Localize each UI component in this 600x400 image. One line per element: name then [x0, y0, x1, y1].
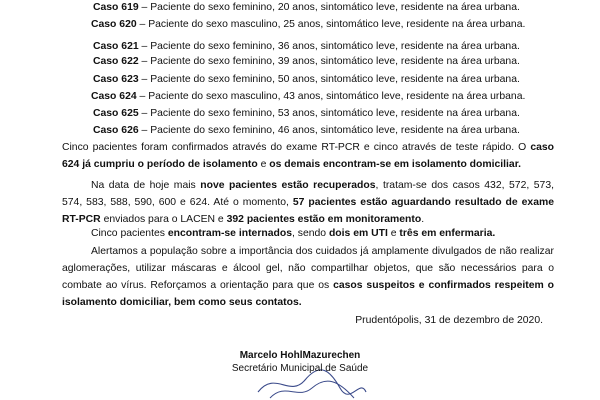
case-item: [93, 124, 520, 137]
case-label: Caso 626: [93, 125, 139, 136]
case-label: Caso 620: [91, 19, 137, 30]
case-label: Caso 619: [93, 2, 139, 13]
case-text: – Paciente do sexo feminino, 36 anos, sintomático leve, residente na área urbana.: [138, 41, 520, 52]
case-item: [91, 90, 525, 103]
case-text: – Paciente do sexo feminino, 46 anos, sintomático leve, residente na área urbana.: [138, 125, 520, 136]
case-text: – Paciente do sexo feminino, 50 anos, sintomático leve, residente na área urbana.: [138, 74, 520, 85]
case-label: Caso 624: [91, 91, 137, 102]
case-item: [93, 1, 520, 14]
case-text: – Paciente do sexo masculino, 43 anos, sintomático leve, residente na área urbana.: [136, 91, 526, 102]
case-item: [93, 55, 520, 68]
paragraph-recovered: Na data de hoje mais nove pacientes estão recuperados, tratam-se dos casos 432, 572, 573, 574, 583, 588, 590, 600 e 624. Até o momento, 57 pacientes estão aguardando resultado de exame RT-PCR enviados para o LACEN e 392 pacientes estão em monitoramento.: [62, 180, 554, 225]
case-label: Caso 621: [93, 41, 139, 52]
paragraph-isolation: Cinco pacientes foram confirmados através do exame RT-PCR e cinco através de teste rápido. O caso 624 já cumpriu o período de isolamento e os demais encontram-se em isolamento domiciliar.: [62, 142, 554, 170]
case-label: Caso 625: [93, 108, 139, 119]
case-text: – Paciente do sexo feminino, 53 anos, sintomático leve, residente na área urbana.: [138, 108, 520, 119]
case-item: [91, 18, 525, 31]
signature-name: Marcelo HohlMazurechen: [239, 350, 361, 361]
case-text: – Paciente do sexo feminino, 39 anos, sintomático leve, residente na área urbana.: [138, 56, 520, 67]
signature-role: Secretário Municipal de Saúde: [231, 363, 369, 374]
case-text: – Paciente do sexo feminino, 20 anos, sintomático leve, residente na área urbana.: [138, 2, 520, 13]
paragraph-alert: Alertamos a população sobre a importância dos cuidados já amplamente divulgados de não realizar aglomerações, utilizar máscaras e álcool gel, não compartilhar objetos, que são necessários para o combate ao vírus. Reforçamos a orientação para que os casos suspeitos e confirmados respeitem o isolamento domiciliar, bem como seus contatos.: [62, 246, 554, 308]
case-item: [93, 40, 520, 53]
case-text: – Paciente do sexo masculino, 25 anos, sintomático leve, residente na área urbana.: [136, 19, 526, 30]
case-label: Caso 623: [93, 74, 139, 85]
paragraph-hospitalized: Cinco pacientes encontram-se internados, sendo dois em UTI e três em enfermaria.: [91, 228, 496, 239]
dateline: Prudentópolis, 31 de dezembro de 2020.: [355, 315, 543, 326]
case-item: [93, 73, 520, 86]
case-label: Caso 622: [93, 56, 139, 67]
case-item: [93, 107, 520, 120]
